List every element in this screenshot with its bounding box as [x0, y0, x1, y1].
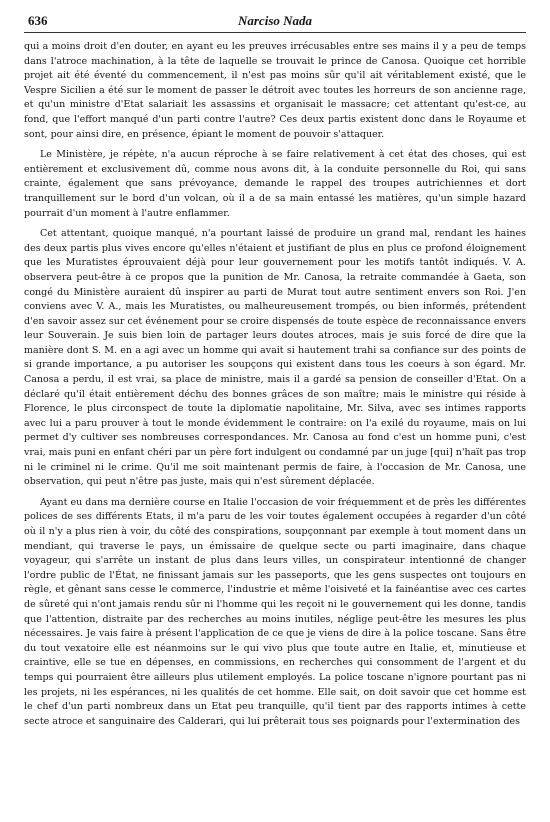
paragraph: Ayant eu dans ma dernière course en Italie l'occasion de voir fréquemment et de près les différentes polices de ses différents Etats, il m'a paru de les voir toutes également occupées à regarder d'un côté où il n'y a plus rien à voir, du côté des conspirations, soupçonnant par exemple à tout moment dans un mendiant, qui traverse le pays, un émissaire de quelque secte ou parti imaginaire, dans chaque voyageur, qui s'arrête un instant de plus dans leurs villes, un conspirateur intentionné de changer l'ordre public de l'État, ne finissant jamais sur les passeports, que les gens suspectes ont toujours en règle, et gênant sans cesse le commerce, l'industrie et même l'oisiveté et la fainéantise avec ces cartes de sûreté qui n'ont jamais rendu sûr ni l'homme qui les reçoit ni le gouvernement qui les donne, tandis que l'attention, distraite par des recherches au moins inutiles, néglige peut-être les mesures les plus nécessaires. Je vais faire à présent l'application de ce que je viens de dire à la police toscane. Sans être du tout vexatoire elle est néanmoins sur le qui vivo plus que toute autre en Italie, et, minutieuse et craintive, elle se tue en dépenses, en commissions, en recherches qui consomment de l'argent et du temps qui pourraient être ailleurs plus utilement employés. La police toscane n'ignore pourtant pas ni les projets, ni les espérances, ni les qualités de cet homme. Elle sait, on doit savoir que cet homme est le chef d'un parti nombreux dans un Etat peu tranquille, qu'il tient par des rapports intimes à cette secte atroce et sanguinaire des Calderari, qui lui prêterait tous ses poignards pour l'extermination des	[24, 496, 526, 727]
running-title: Narciso Nada	[237, 13, 313, 28]
paragraph: Le Ministère, je répète, n'a aucun réproche à se faire relativement à cet état des choses, qui est entièrement et exclusivement dû, comme nous avons dit, à la conduite personnelle du Roi, qui sans crainte, également que sans prévoyance, demande le rappel des troupes autrichiennes et dort tranquillement sur le bord d'un volcan, où il a de sa main entassé les matières, qu'un simple hazard pourrait d'un moment à l'autre enflammer.	[24, 149, 526, 219]
paragraph-continuation: qui a moins droit d'en douter, en ayant eu les preuves irrécusables entre ses mains il y a peu de temps dans l'atroce machination, à la tête de laquelle se trouvait le prince de Canosa. Quoique cet horrible projet ait été éventé du commencement, il n'est pas moins sûr qu'il ait véritablement existé, que le Vespre Sicilien a été sur le moment de passer le détroit avec toutes les horreurs de son ancienne rage, et qu'un ministre d'Etat salariait les assassins et organisait le massacre; cet attentant qu'est-ce, au fond, que l'effort manqué d'un parti contre l'autre? Ces deux partis existent donc dans le Royaume et sont, pour ainsi dire, en présence, épiant le moment de pouvoir s'attaquer.	[24, 41, 526, 140]
page-header	[24, 12, 526, 33]
body-text	[24, 40, 526, 729]
page-number: 636	[28, 13, 48, 28]
paragraph: Cet attentant, quoique manqué, n'a pourtant laissé de produire un grand mal, rendant les haines des deux partis plus vives encore qu'elles n'étaient et justifiant de plus en plus ce profond éloignement que les Muratistes éprouvaient déjà pour leur gouvernement pour les motifs tantôt indiqués. V. A. observera peut-être à ce propos que la punition de Mr. Canosa, la retraite commandée à Gaeta, son congé du Ministère auraient dû inspirer au parti de Murat tout autre sentiment envers son Roi. J'en conviens avec V. A., mais les Muratistes, ou malheureusement trompés, ou bien informés, prétendent d'en savoir assez sur cet événement pour se croire dispensés de toute espèce de reconnaissance envers leur Souverain. Je suis bien loin de partager leurs doutes atroces, mais je suis forcé de dire que la manière dont S. M. en a agi avec un homme qui avait si hautement trahi sa confiance sur des points de si grande importance, a pu autoriser les soupçons qui existent dans tous les coeurs à son égard. Mr. Canosa a perdu, il est vrai, sa place de ministre, mais il a gardé sa pension de conseiller d'Etat. On a déclaré qu'il était entièrement déchu des bonnes grâces de son maître; mais le ministre qui réside à Florence, le plus circonspect de toute la diplomatie napolitaine, Mr. Silva, avec ses intimes rapports avec lui a paru prouver à tout le monde évidemment le contraire: on l'a exilé du royaume, mais on lui permet d'y cultiver ses nombreuses correspondances. Mr. Canosa au fond c'est un homme puni, c'est vrai, mais puni en enfant chéri par un père fort indulgent ou condamné par un juge [qui] n'haït pas trop ni le criminel ni le crime. Qu'il me soit maintenant permis de faire, à l'occasion de Mr. Canosa, une observation, qui peut n'être pas juste, mais qui n'est sûrement déplacée.	[24, 228, 526, 488]
